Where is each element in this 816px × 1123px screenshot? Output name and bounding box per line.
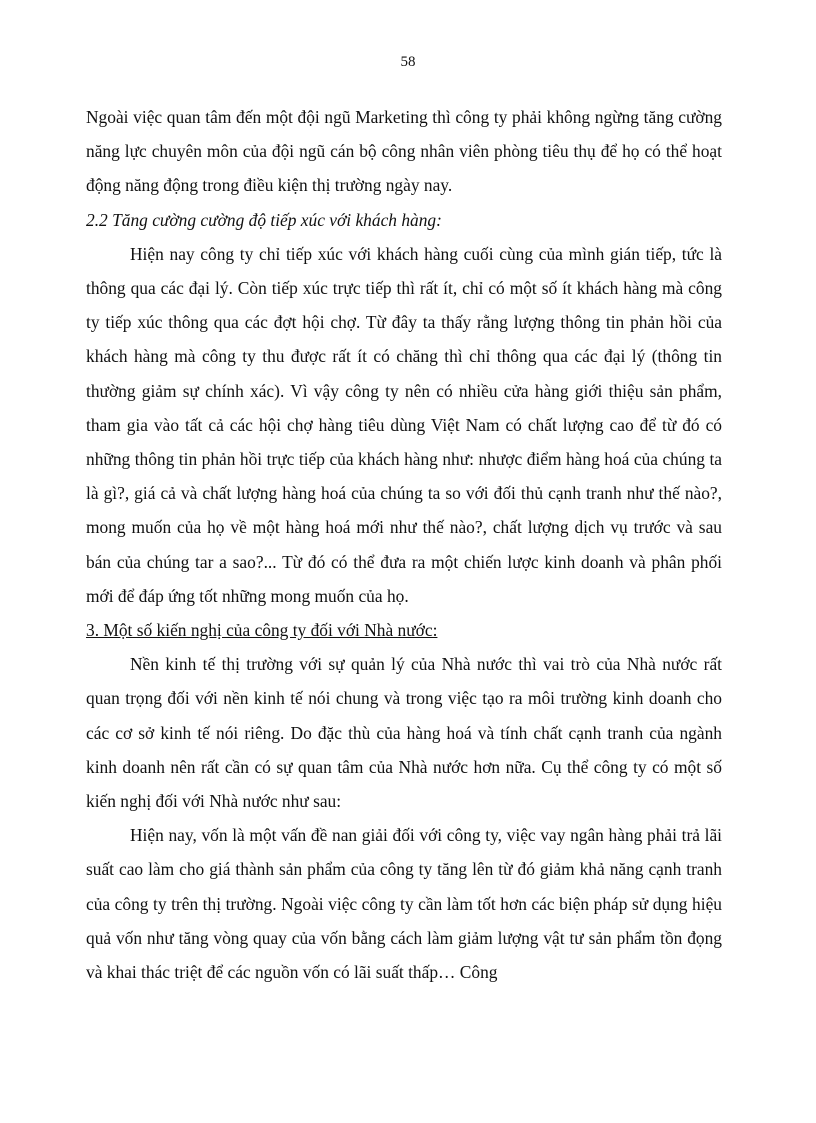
section-heading-2-2: 2.2 Tăng cường cường độ tiếp xúc với khách hàng: <box>86 209 442 230</box>
page-number: 58 <box>400 54 416 70</box>
paragraph-state-role: Nền kinh tế thị trường với sự quản lý của Nhà nước thì vai trò của Nhà nước rất quan trọng đối với nền kinh tế nói chung và trong việc tạo ra môi trường kinh doanh cho các cơ sở kinh tế nói riêng. Do đặc thù của hàng hoá và tính chất cạnh tranh của ngành kinh doanh nên rất cần có sự quan tâm của Nhà nước hơn nữa. Cụ thể công ty có một số kiến nghị đối với Nhà nước như sau: <box>86 654 722 812</box>
paragraph-marketing-team: Ngoài việc quan tâm đến một đội ngũ Marketing thì công ty phải không ngừng tăng cường năng lực chuyên môn của đội ngũ cán bộ công nhân viên phòng tiêu thụ để họ có thể hoạt động năng động trong điều kiện thị trường ngày nay. <box>86 107 722 196</box>
paragraph-customer-contact: Hiện nay công ty chỉ tiếp xúc với khách hàng cuối cùng của mình gián tiếp, tức là thông qua các đại lý. Còn tiếp xúc trực tiếp thì rất ít, chỉ có một số ít khách hàng mà công ty tiếp xúc thông qua các đợt hội chợ. Từ đây ta thấy rằng lượng thông tin phản hồi của khách hàng mà công ty thu được rất ít có chăng thì chỉ thông qua các đại lý (thông tin thường giảm sự chính xác). Vì vậy công ty nên có nhiều cửa hàng giới thiệu sản phẩm, tham gia vào tất cả các hội chợ hàng tiêu dùng Việt Nam có chất lượng cao để từ đó có những thông tin phản hồi trực tiếp của khách hàng như: nhược điểm hàng hoá của chúng ta là gì?, giá cả và chất lượng hàng hoá của chúng ta so với đối thủ cạnh tranh như thế nào?, mong muốn của họ về một hàng hoá mới như thế nào?, chất lượng dịch vụ trước và sau bán của chúng tar a sao?... Từ đó có thể đưa ra một chiến lược kinh doanh và phân phối mới để đáp ứng tốt những mong muốn của họ. <box>86 243 722 606</box>
paragraph-capital-issue: Hiện nay, vốn là một vấn đề nan giải đối với công ty, việc vay ngân hàng phải trả lãi suất cao làm cho giá thành sản phẩm của công ty tăng lên từ đó giảm khả năng cạnh tranh của công ty trên thị trường. Ngoài việc công ty cần làm tốt hơn các biện pháp sử dụng hiệu quả vốn như tăng vòng quay của vốn bằng cách làm giảm lượng vật tư sản phẩm tồn đọng và khai thác triệt để các nguồn vốn có lãi suất thấp… Công <box>86 825 722 983</box>
section-heading-3: 3. Một số kiến nghị của công ty đối với Nhà nước: <box>86 620 438 641</box>
page-body <box>86 100 722 989</box>
